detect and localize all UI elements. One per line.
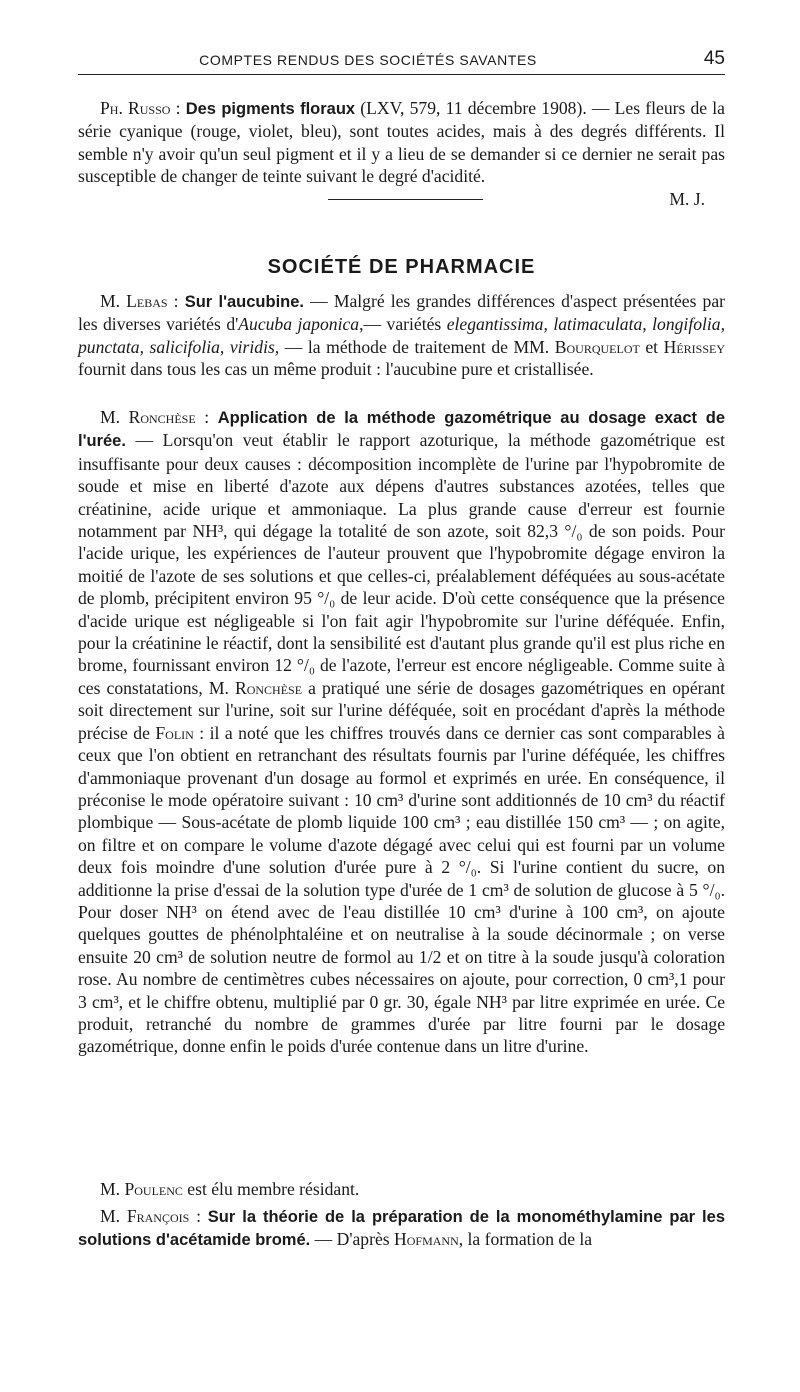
francois-text-1: — D'après [310, 1229, 395, 1250]
ronchese-name-folin: Folin [155, 722, 194, 743]
lebas-text-4: et [639, 336, 664, 357]
lebas-name-bourquelot: Bourquelot [554, 336, 640, 357]
lebas-text-1: — Malgré les grandes différences d'aspect présentées par les diverses variétés d' [78, 291, 725, 335]
russo-title: Des pigments floraux [185, 100, 356, 118]
francois-author: M. François [100, 1206, 190, 1226]
ronchese-title: Application de la méthode gazométrique au dosage exact de l'urée. [78, 409, 725, 451]
russo-signature-line [78, 188, 725, 210]
page-number: 45 [703, 48, 725, 69]
francois-sep: : [189, 1206, 208, 1226]
header-title: COMPTES RENDUS DES SOCIÉTÉS SAVANTES [199, 52, 537, 68]
russo-abstract [78, 97, 725, 210]
running-header [78, 44, 725, 75]
lebas-text-5: fournit dans tous les cas un même produit : l'aucubine pure et cristallisée. [78, 359, 594, 380]
poulenc-text: est élu membre résidant. [182, 1179, 360, 1199]
francois-name-hofmann: Hofmann [394, 1229, 459, 1250]
francois-abstract [78, 1205, 725, 1252]
ronchese-text-3: : il a noté que les chiffres trouvés dans ce dernier cas sont comparables à ceux que l'on obtient en retranchant des résultats fournis par l'urine déféquée, les chiffres d'ammoniaque provenant d'un dosage au formol et exprimés en urée. En conséquence, il préconise le mode opératoire suivant : 10 cm³ d'urine sont additionnés de 10 cm³ du réactif plombique — Sous-acétate de plomb liquide 100 cm³ ; eau distillée 150 cm³ — ; on agite, on filtre et on compare le volume d'azote dégagé avec celui qui est fourni par un volume deux fois moindre d'une solution d'urée pure à 2 °/₀. Si l'urine contient du sucre, on additionne la prise d'essai de la solution type d'urée de 1 cm³ de solution de glucose à 5 °/₀. Pour doser NH³ on étend avec de l'eau distillée 10 cm³ d'urine à 100 cm³, on ajoute quelques gouttes de phénolphtaléine et on neutralise à la soude décinormale ; on verse ensuite 20 cm³ de solution neutre de formol au 1/2 et on titre à la soude jusqu'à coloration rose. Au nombre de centimètres cubes nécessaires on ajoute, pour correction, 0 cm³,1 pour 3 cm³, et le chiffre obtenu, multiplié par 0 gr. 30, égale NH³ par litre exprimée en urée. Ce produit, retranché du nombre de grammes d'urée par litre fourni par le dosage gazométrique, donne enfin le poids d'urée contenue dans un litre d'urine. [78, 722, 725, 1057]
russo-body: (LXV, 579, 11 décembre 1908). — Les fleurs de la série cyanique (rouge, violet, bleu), sont toutes acides, mais à des degrés différents. Il semble n'y avoir qu'un seul pigment et il y a lieu de se demander si ce dernier ne serait pas susceptible de changer de teinte suivant le degré d'acidité. [78, 98, 725, 187]
poulenc-note [78, 1178, 725, 1200]
ronchese-text-1: — Lorsqu'on veut établir le rapport azoturique, la méthode gazométrique est insuffisante pour deux causes : décomposition incomplète de l'urine par l'hypobromite de soude et mise en liberté d'azote aux dépens d'autres substances azotées, telles que créatinine, acide urique et ammoniaque. La plus grande cause d'erreur est fournie notamment par NH³, qui dégage la totalité de son azote, soit 82,3 °/₀ de son poids. Pour l'acide urique, les expériences de l'auteur prouvent que l'hypobromite dégage environ la moitié de l'azote de ses solutions et que celles-ci, préalablement déféquées au sous-acétate de plomb, précipitent environ 95 °/₀ de leur acide. D'où cette conséquence que la présence d'acide urique est négligeable si l'on fait agir l'hypobromite sur l'urine déféquée. Enfin, pour la créatinine le réactif, dont la sensibilité est d'autant plus grande qu'il est plus riche en brome, fournissant environ 12 °/₀ de l'azote, l'erreur est encore négligeable. Comme suite à ces constatations, M. [78, 430, 725, 698]
ronchese-author: M. Ronchèse [100, 407, 196, 427]
lebas-abstract [78, 290, 725, 381]
poulenc-prefix: M. [100, 1179, 125, 1199]
ronchese-sep: : [195, 407, 218, 427]
lebas-text-2: ,— variétés [359, 314, 447, 335]
lebas-varieties: elegantissima, latimaculata, longifolia, punctata, salicifolia, viridis, [78, 314, 725, 357]
russo-sep: : [170, 98, 186, 118]
lebas-text-3: — la méthode de traitement de MM. [279, 336, 555, 357]
separator-rule [328, 199, 483, 200]
lebas-species: Aucuba japonica [238, 314, 360, 335]
russo-author: Ph. Russo [100, 98, 171, 118]
francois-text-2: , la formation de la [458, 1229, 593, 1250]
francois-title: Sur la théorie de la préparation de la monométhylamine par les solutions d'acétamide bromé. [78, 1208, 725, 1250]
lebas-title: Sur l'aucubine. [184, 293, 305, 311]
lebas-name-herissey: Hérissey [663, 336, 726, 357]
ronchese-abstract [78, 406, 725, 1058]
poulenc-name: Poulenc [124, 1179, 183, 1199]
russo-signature: M. J. [669, 188, 705, 209]
ronchese-text-2: a pratiqué une série de dosages gazométriques en opérant soit directement sur l'urine, soit sur l'urine déféquée, soit en procédant d'après la méthode précise de [78, 677, 725, 743]
ronchese-name: Ronchèse [234, 677, 303, 698]
lebas-sep: : [167, 291, 185, 311]
lebas-author: M. Lebas [100, 291, 168, 311]
section-title: SOCIÉTÉ DE PHARMACIE [267, 256, 536, 278]
